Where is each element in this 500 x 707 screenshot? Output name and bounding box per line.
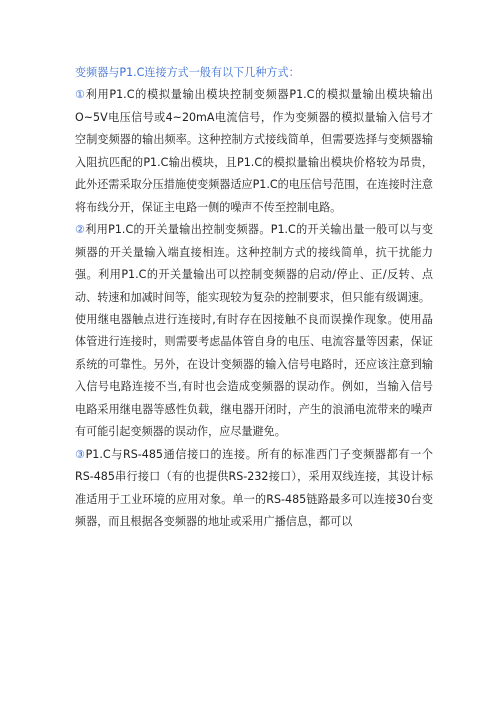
paragraph-switch-output xyxy=(75,219,433,309)
list-marker-1: ① xyxy=(75,88,86,102)
paragraph-rs485 xyxy=(75,444,433,534)
paragraph-relay-notes xyxy=(75,309,433,444)
paragraph-text: 利用P1.C的模拟量输出模块控制变频器P1.C的模拟量输出模块输出O~5V电压信号或4~20mA电流信号，作为变频器的模拟量输入信号才空制变频器的输出频率。这种控制方式接线简单，但需要选择与变频器输入阻抗匹配的P1.C输出模块，且P1.C的模拟量输出模块价格较为昂贵，此外还需采取分压措施使变频器适应P1.C的电压信号范围，在连接时注意将布线分开，保证主电路一侧的噪声不传至控制电路。 xyxy=(75,88,433,214)
list-marker-2: ② xyxy=(75,223,86,237)
paragraph-analog-output xyxy=(75,84,433,219)
paragraph-text: 使用继电器触点进行连接时,有时存在因接触不良而误操作现象。使用晶体管进行连接时，则需要考虑晶体管自身的电压、电流容量等因素，保证系统的可靠性。另外，在设计变频器的输入信号电路时，还应该注意到输入信号电路连接不当,有时也会造成变频器的误动作。例如，当输入信号电路采用继电器等感性负载，继电器开闭时，产生的浪涌电流带来的噪声有可能引起变频器的误动作，应尽量避免。 xyxy=(75,312,433,439)
list-marker-3: ③ xyxy=(75,447,86,461)
paragraph-text: 利用P1.C的开关量输出控制变频器。P1.C的开关输出量一般可以与变频器的开关量输入端直接相连。这种控制方式的接线简单，抗干扰能力强。利用P1.C的开关量输出可以控制变频器的启动/停止、正/反转、点动、转速和加减时间等，能实现较为复杂的控制要求，但只能有级调速。 xyxy=(75,223,433,304)
paragraph-text: P1.C与RS-485通信接口的连接。所有的标准西门子变频器都有一个RS-485串行接口（有的也提供RS-232接口），采用双线连接，其设计标准适用于工业环境的应用对象。单一的RS-485链路最多可以连接30台变频器，而且根据各变频器的地址或采用广播信息，都可以 xyxy=(75,447,433,529)
document-body xyxy=(75,62,433,534)
section-heading: 变频器与P1.C连接方式一般有以下几种方式： xyxy=(75,66,300,79)
